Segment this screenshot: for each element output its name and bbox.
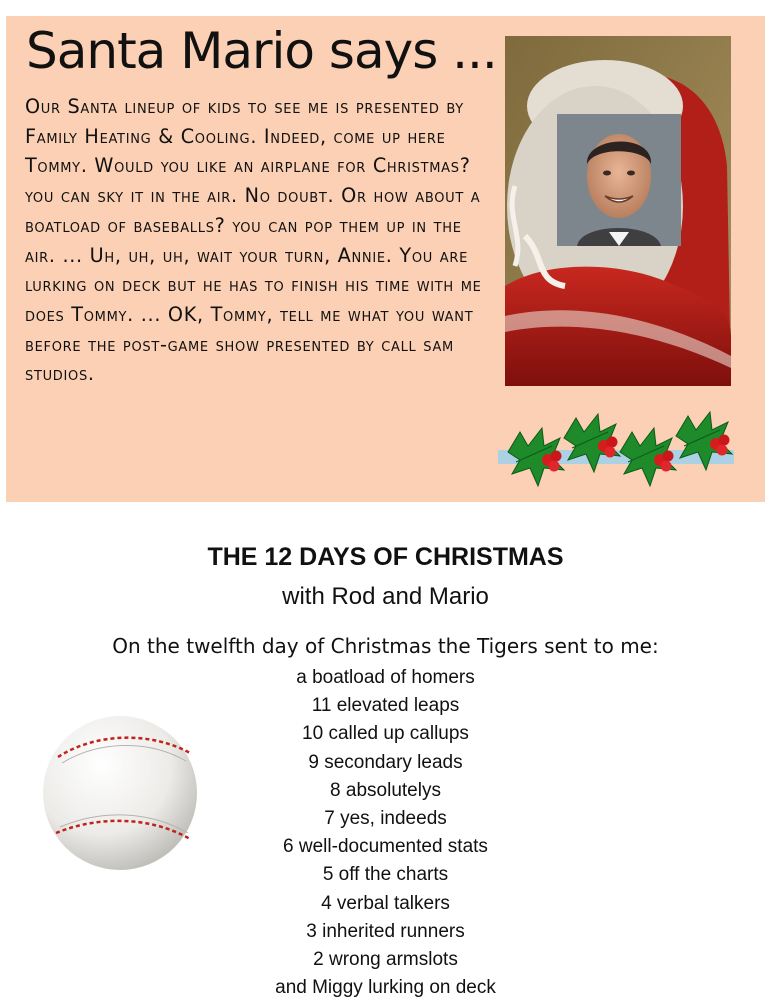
gift-item: 11 elevated leaps — [311, 695, 460, 717]
gift-item: a boatload of homers — [296, 667, 475, 688]
gift-item: 9 secondary leads — [308, 751, 463, 773]
twelve-days-intro: On the twelfth day of Christmas the Tigers sent to me: — [112, 634, 659, 658]
gift-item: 5 off the charts — [322, 864, 449, 886]
santa-mario-box — [6, 16, 765, 502]
gift-item: 3 inherited runners — [306, 920, 465, 942]
gift-item: 7 yes, indeeds — [324, 808, 447, 830]
baseball-icon — [40, 713, 200, 873]
gift-item: and Miggy lurking on deck — [275, 977, 496, 999]
santa-title: Santa Mario says ... — [26, 22, 497, 80]
gift-item: 2 wrong armslots — [313, 949, 458, 971]
santa-photo — [505, 36, 731, 386]
santa-body-text: Our Santa lineup of kids to see me is presented by Family Heating & Cooling. Indeed, come up here Tommy. Would you like an airplane for Christmas? you can sky it in the air. No doubt. Or how about a boatload of baseballs? you can pop them up in the air. ... Uh, uh, uh, wait your turn, Annie. You are lurking on deck but he has to finish his time with me does Tommy. ... OK, Tommy, tell me what you want before the post-game show presented by call sam studios. — [25, 95, 482, 386]
holly-icon — [498, 406, 734, 488]
gift-item: 6 well-documented stats — [283, 836, 488, 858]
gift-item: 10 called up callups — [302, 723, 469, 745]
twelve-days-subtitle: with Rod and Mario — [282, 583, 489, 610]
gift-item: 4 verbal talkers — [321, 892, 450, 914]
twelve-days-title: THE 12 DAYS OF CHRISTMAS — [207, 543, 564, 571]
gift-item: 8 absolutelys — [330, 779, 441, 801]
